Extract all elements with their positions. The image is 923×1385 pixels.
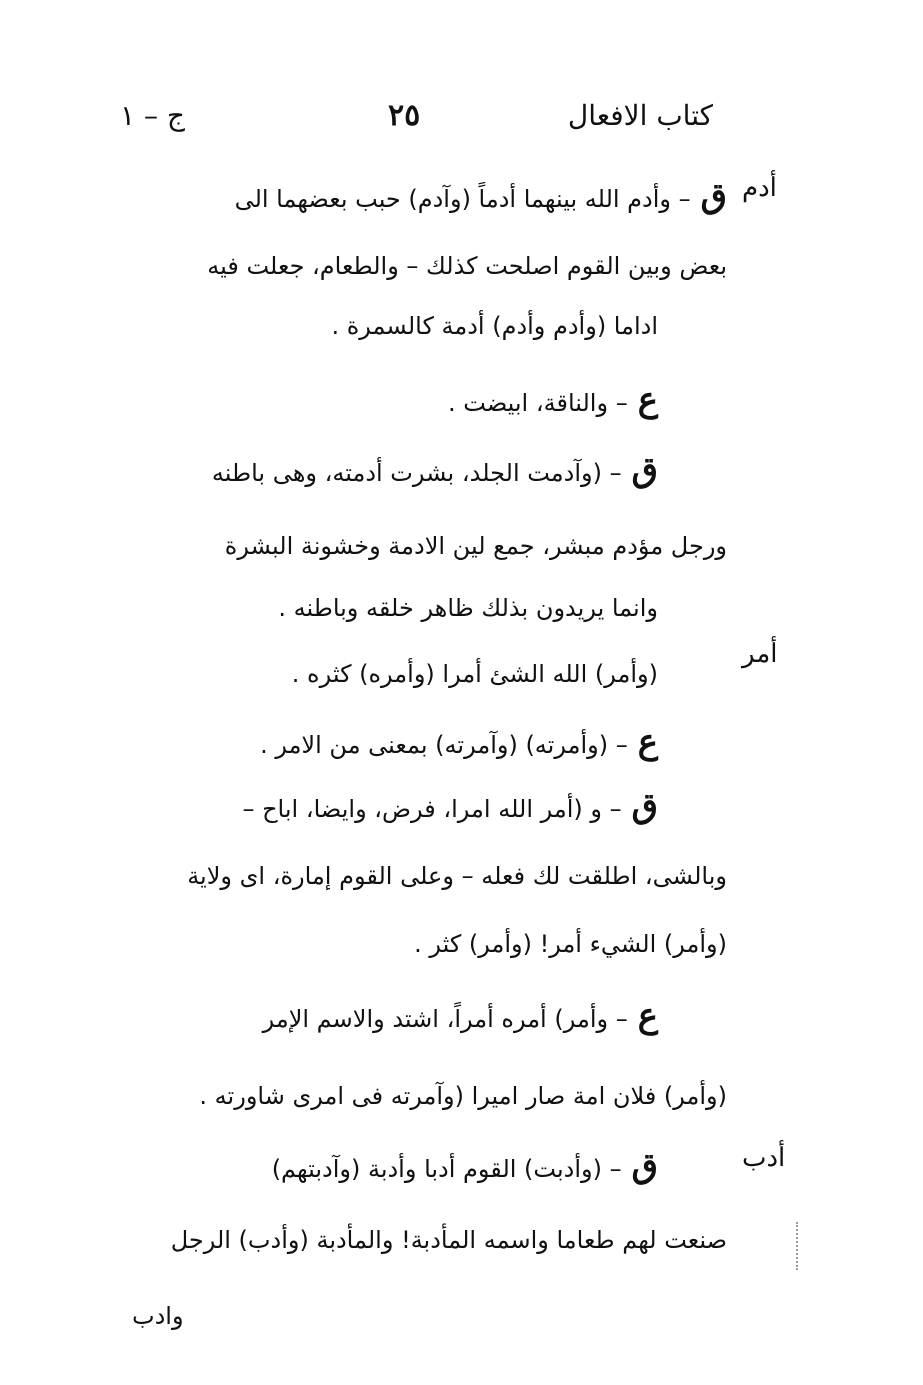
source-mark: ق [631,1146,658,1186]
line-text: وادب [132,1302,184,1330]
margin-dotted-rule [796,1222,798,1270]
line-text: – و (أمر الله امرا، فرض، وايضا، اباح – [242,795,622,823]
text-line [448,380,658,423]
text-line [292,654,658,694]
text-line [260,722,658,765]
text-line [272,1146,658,1189]
text-line [225,526,727,566]
text-line [242,786,658,829]
text-line [199,1076,727,1116]
text-line [263,996,658,1039]
line-text: – (وأدبت) القوم أدبا وأدبة (وآدبتهم) [271,1155,622,1183]
source-mark: ق [631,786,658,826]
line-text: وبالشى، اطلقت لك فعله – وعلى القوم إمارة، اى ولاية [187,862,727,890]
line-text: وانما يريدون بذلك ظاهر خلقه وباطنه . [278,594,658,622]
line-text: – (وأمرته) (وآمرته) بمعنى من الامر . [260,731,628,759]
text-line [212,450,658,493]
book-title: كتاب الافعال [567,99,713,132]
text-line [132,1296,184,1336]
line-text: – وأدم الله بينهما أدماً (وآدم) حبب بعضهما الى [234,185,691,213]
root-word-adb: أدب [742,1143,786,1173]
line-text: اداما (وأدم وأدم) أدمة كالسمرة . [331,312,658,340]
text-line [331,306,658,346]
text-line [207,246,727,286]
root-word-adm: أدم [742,173,777,203]
line-text: ورجل مؤدم مبشر، جمع لين الادمة وخشونة البشرة [224,532,727,560]
volume-label: ج – ١ [120,99,185,132]
text-line [235,176,727,219]
source-mark: ع [637,722,658,762]
text-line [278,588,658,628]
root-word-amr: أمر [742,639,778,669]
text-line [414,924,727,964]
line-text: – (وآدمت الجلد، بشرت أدمته، وهى باطنه [211,459,622,487]
text-line [171,1220,727,1260]
page-number: ٢٥ [388,98,421,133]
source-mark: ع [637,380,658,420]
line-text: صنعت لهم طعاما واسمه المأدبة! والمأدبة (وأدب) الرجل [170,1226,727,1254]
text-line [187,856,727,896]
line-text: (وأمر) الله الشئ أمرا (وأمره) كثره . [291,660,658,688]
line-text: (وأمر) فلان امة صار اميرا (وآمرته فى امرى شاورته . [199,1082,727,1110]
line-text: – وأمر) أمره أمراً، اشتد والاسم الإمر [262,1005,628,1033]
line-text: بعض وبين القوم اصلحت كذلك – والطعام، جعلت فيه [207,252,727,280]
source-mark: ق [700,176,727,216]
line-text: – والناقة، ابيضت . [448,389,628,417]
line-text: (وأمر) الشيء أمر! (وأمر) كثر . [414,930,727,958]
source-mark: ع [637,996,658,1036]
source-mark: ق [631,450,658,490]
